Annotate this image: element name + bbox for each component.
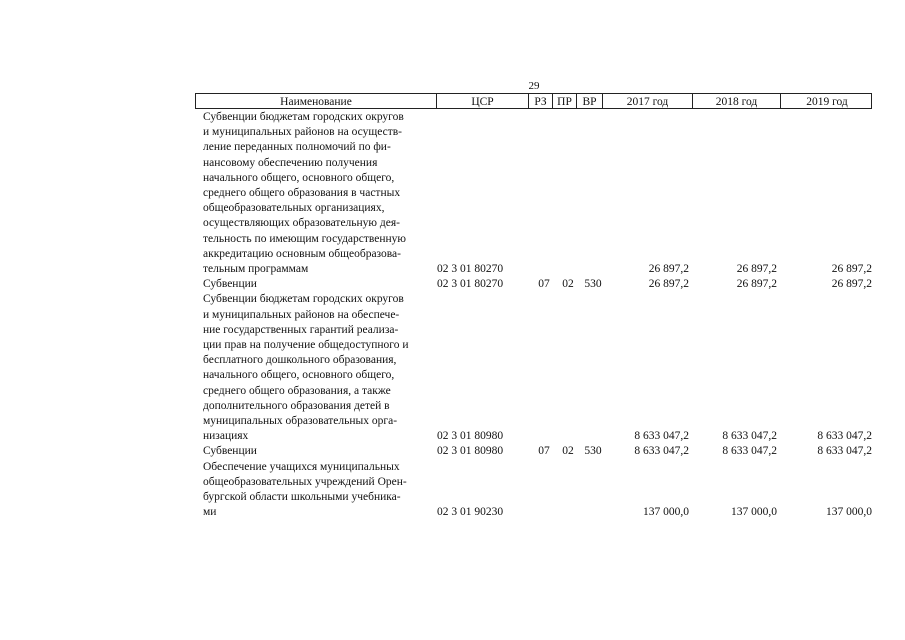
row-vr: 530 (584, 445, 602, 458)
row-2019: 8 633 047,2 (817, 445, 872, 458)
table-row (195, 110, 872, 277)
row-csr: 02 3 01 80270 (437, 263, 504, 276)
table-header (195, 93, 872, 109)
header-name: Наименование (280, 96, 352, 108)
header-vr: ВР (576, 94, 602, 108)
row-2018: 8 633 047,2 (722, 430, 777, 443)
row-2017: 26 897,2 (648, 278, 689, 291)
row-pr: 02 (562, 278, 574, 291)
row-name: Субвенции бюджетам городских округов и муниципальных районов на осуществ- ление переданных полномочий по фи- нансовому обеспечению получения начального общего, основного общего, среднего общего образования в частных общеобразовательных организациях, осуществляющих образовательную дея- тельность по имеющим государственную аккредитацию основным общеобразова- тельным программам (203, 111, 407, 276)
table-row (195, 460, 872, 521)
row-2017: 8 633 047,2 (634, 430, 689, 443)
row-name: Субвенции (203, 278, 257, 291)
header-rz: РЗ (528, 94, 552, 108)
table-body (195, 110, 872, 520)
row-csr: 02 3 01 80980 (437, 430, 504, 443)
row-2017: 8 633 047,2 (634, 445, 689, 458)
row-csr: 02 3 01 80270 (437, 278, 504, 291)
row-csr: 02 3 01 90230 (437, 506, 504, 519)
row-2019: 8 633 047,2 (817, 430, 872, 443)
row-vr: 530 (584, 278, 602, 291)
row-rz: 07 (538, 445, 550, 458)
row-2017: 137 000,0 (643, 506, 689, 519)
row-name: Субвенции бюджетам городских округов и муниципальных районов на обеспече- ние государственных гарантий реализа- ции прав на получение общедоступного и бесплатного дошкольного образования, начального общего, основного общего, среднего общего образования, а также дополнительного образования детей в муниципальных образовательных орга- низациях (203, 293, 409, 443)
row-csr: 02 3 01 80980 (437, 445, 504, 458)
row-2019: 137 000,0 (826, 506, 872, 519)
row-2019: 26 897,2 (831, 278, 872, 291)
page-number: 29 (528, 80, 540, 92)
row-name: Субвенции (203, 445, 257, 458)
header-pr: ПР (552, 94, 576, 108)
table-row (195, 277, 872, 292)
row-name: Обеспечение учащихся муниципальных общеобразовательных учреждений Орен- бургской области школьными учебника- ми (203, 460, 407, 519)
header-2017: 2017 год (602, 94, 692, 108)
table-row (195, 292, 872, 444)
header-2018: 2018 год (692, 94, 780, 108)
row-2018: 8 633 047,2 (722, 445, 777, 458)
row-pr: 02 (562, 445, 574, 458)
row-2018: 26 897,2 (736, 278, 777, 291)
row-rz: 07 (538, 278, 550, 291)
header-2019: 2019 год (780, 94, 873, 108)
row-2018: 26 897,2 (736, 263, 777, 276)
header-csr: ЦСР (436, 94, 528, 108)
row-2018: 137 000,0 (731, 506, 777, 519)
table-row (195, 444, 872, 459)
row-2019: 26 897,2 (831, 263, 872, 276)
row-2017: 26 897,2 (648, 263, 689, 276)
